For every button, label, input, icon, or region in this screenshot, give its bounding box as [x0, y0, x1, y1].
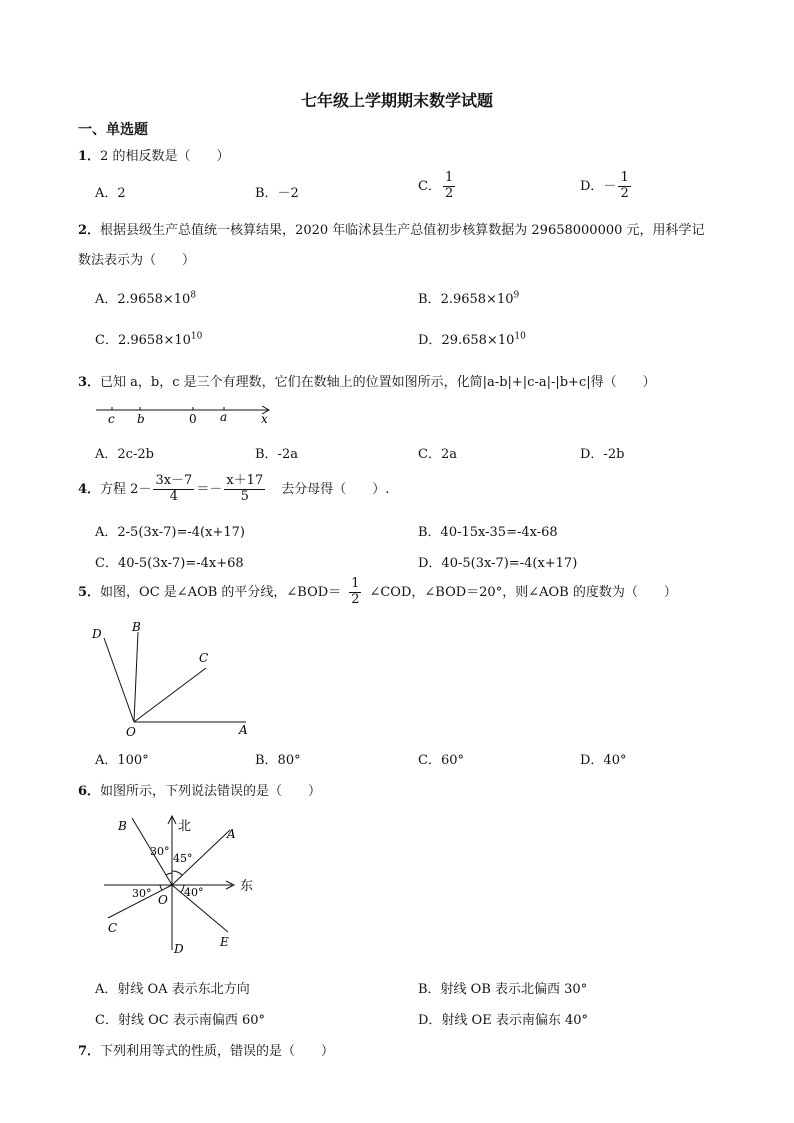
option-label: B．: [418, 292, 441, 307]
option-d: D．射线 OE 表示南偏东 40°: [418, 1013, 589, 1028]
question-number: 7．: [78, 1044, 101, 1059]
ray-oc: [134, 668, 206, 722]
label-d: D: [174, 942, 184, 956]
option-a: A．100°: [95, 753, 149, 768]
label-c: c: [108, 412, 115, 426]
exponent: 10: [190, 331, 203, 342]
option-value: 2.9658×10: [117, 333, 191, 348]
question-stem: 根据县级生产总值统一核算结果，2020 年临沭县生产总值初步核算数据为 29658000000 元，用科学记: [100, 223, 705, 238]
option-c: C．60°: [418, 753, 464, 768]
label-c: C: [199, 651, 209, 665]
option-b: B．-2a: [255, 447, 298, 462]
option-b: [418, 288, 519, 307]
exponent: 9: [513, 290, 520, 301]
denominator: 4: [169, 488, 179, 504]
section-heading: 一、单选题: [78, 122, 148, 138]
label-40: 40°: [184, 886, 204, 899]
exponent: 8: [190, 290, 197, 301]
question-number: 2．: [78, 223, 101, 238]
stem-prefix: 方程 2－: [100, 481, 152, 497]
fraction: [349, 577, 361, 608]
label-a: A: [239, 723, 248, 737]
page-title: 七年级上学期期末数学试题: [300, 91, 493, 110]
question-number: 5．: [78, 584, 101, 600]
option-d: [418, 329, 526, 348]
compass-figure: [100, 810, 260, 960]
option-c: C．2a: [418, 447, 457, 462]
exponent: 10: [514, 331, 526, 342]
question-6: [78, 780, 321, 799]
option-c: C．射线 OC 表示南偏西 60°: [95, 1013, 265, 1028]
label-x: x: [261, 412, 268, 426]
option-c: [95, 329, 202, 348]
question-stem: 已知 a，b，c 是三个有理数，它们在数轴上的位置如图所示，化简|a-b|+|c-a|-|b+c|得（ ）: [100, 375, 656, 390]
label-east: 东: [240, 879, 254, 894]
question-2: [78, 219, 705, 238]
question-3: [78, 371, 656, 390]
numerator: 3x－7: [155, 473, 193, 488]
label-c: C: [108, 921, 118, 935]
option-d: D．40°: [580, 753, 627, 768]
denominator: 2: [620, 185, 629, 201]
label-45: 45°: [173, 852, 193, 865]
question-stem: 2 的相反数是（ ）: [100, 149, 230, 164]
number-line-figure: [92, 400, 277, 428]
question-stem-continued: 数法表示为（ ）: [78, 253, 196, 268]
option-label: A．: [95, 292, 118, 307]
option-a: A．2c-2b: [95, 447, 154, 462]
option-label: C．: [95, 333, 118, 348]
label-d: D: [92, 627, 102, 641]
fraction: [443, 171, 455, 202]
option-b: B．射线 OB 表示北偏西 30°: [418, 982, 588, 997]
numerator: 1: [620, 170, 629, 185]
fraction: [618, 171, 630, 202]
stem-suffix: 去分母得（ ）.: [281, 481, 390, 497]
arc-30-left: [160, 885, 162, 890]
option-d: D．40-5(3x-7)=-4(x+17): [418, 556, 578, 571]
label-30-top: 30°: [150, 845, 170, 858]
option-a: [95, 288, 196, 307]
ray-od: [104, 638, 134, 722]
angle-figure: [88, 618, 258, 740]
question-number: 6．: [78, 784, 101, 799]
label-b: B: [132, 620, 141, 634]
question-number: 3．: [78, 375, 101, 390]
question-number: 4．: [78, 481, 101, 497]
option-c: [418, 171, 457, 202]
denominator: 5: [240, 488, 249, 504]
question-stem: 下列利用等式的性质，错误的是（ ）: [100, 1044, 335, 1059]
equals-sign: ＝－: [196, 481, 223, 497]
label-o: O: [158, 893, 168, 907]
option-d: D．-2b: [580, 447, 625, 462]
question-7: [78, 1040, 334, 1059]
stem-prefix: 如图，OC 是∠AOB 的平分线，∠BOD＝: [100, 584, 342, 600]
option-b: B．－2: [255, 186, 299, 201]
option-b: B．80°: [255, 753, 301, 768]
numerator: 1: [351, 576, 360, 591]
label-30-left: 30°: [132, 887, 152, 900]
question-number: 1．: [78, 149, 101, 164]
numerator: 1: [444, 170, 454, 185]
label-a: a: [220, 410, 228, 424]
question-4: [78, 474, 389, 505]
option-b: B．40-15x-35=-4x-68: [418, 525, 558, 540]
option-label: C．: [418, 178, 441, 194]
question-1: [78, 145, 229, 164]
option-label: D．－: [580, 178, 617, 194]
option-d: [580, 171, 633, 202]
ray-ob: [134, 632, 138, 722]
option-a: A．射线 OA 表示东北方向: [95, 982, 250, 997]
arc-30-top: [166, 873, 172, 875]
option-a: A．2: [95, 186, 126, 201]
option-a: A．2-5(3x-7)=-4(x+17): [95, 525, 245, 540]
fraction: [224, 474, 265, 505]
numerator: x＋17: [226, 473, 264, 488]
option-value: 2.9658×10: [440, 292, 514, 307]
question-5: [78, 577, 677, 608]
denominator: 2: [444, 185, 454, 201]
option-value: 29.658×10: [441, 333, 515, 348]
option-value: 2.9658×10: [117, 292, 191, 307]
question-stem: 如图所示，下列说法错误的是（ ）: [100, 784, 322, 799]
label-zero: 0: [189, 412, 197, 426]
label-north: 北: [178, 819, 192, 834]
label-b: B: [118, 819, 127, 833]
arc-45: [172, 871, 182, 875]
label-b: b: [137, 412, 145, 426]
label-a: A: [227, 827, 236, 841]
label-e: E: [220, 935, 229, 949]
denominator: 2: [351, 591, 360, 607]
option-label: D．: [418, 333, 442, 348]
label-o: O: [126, 725, 136, 739]
fraction: [153, 474, 194, 505]
stem-suffix: ∠COD，∠BOD＝20°，则∠AOB 的度数为（ ）: [369, 584, 677, 600]
option-c: C．40-5(3x-7)=-4x+68: [95, 556, 244, 571]
